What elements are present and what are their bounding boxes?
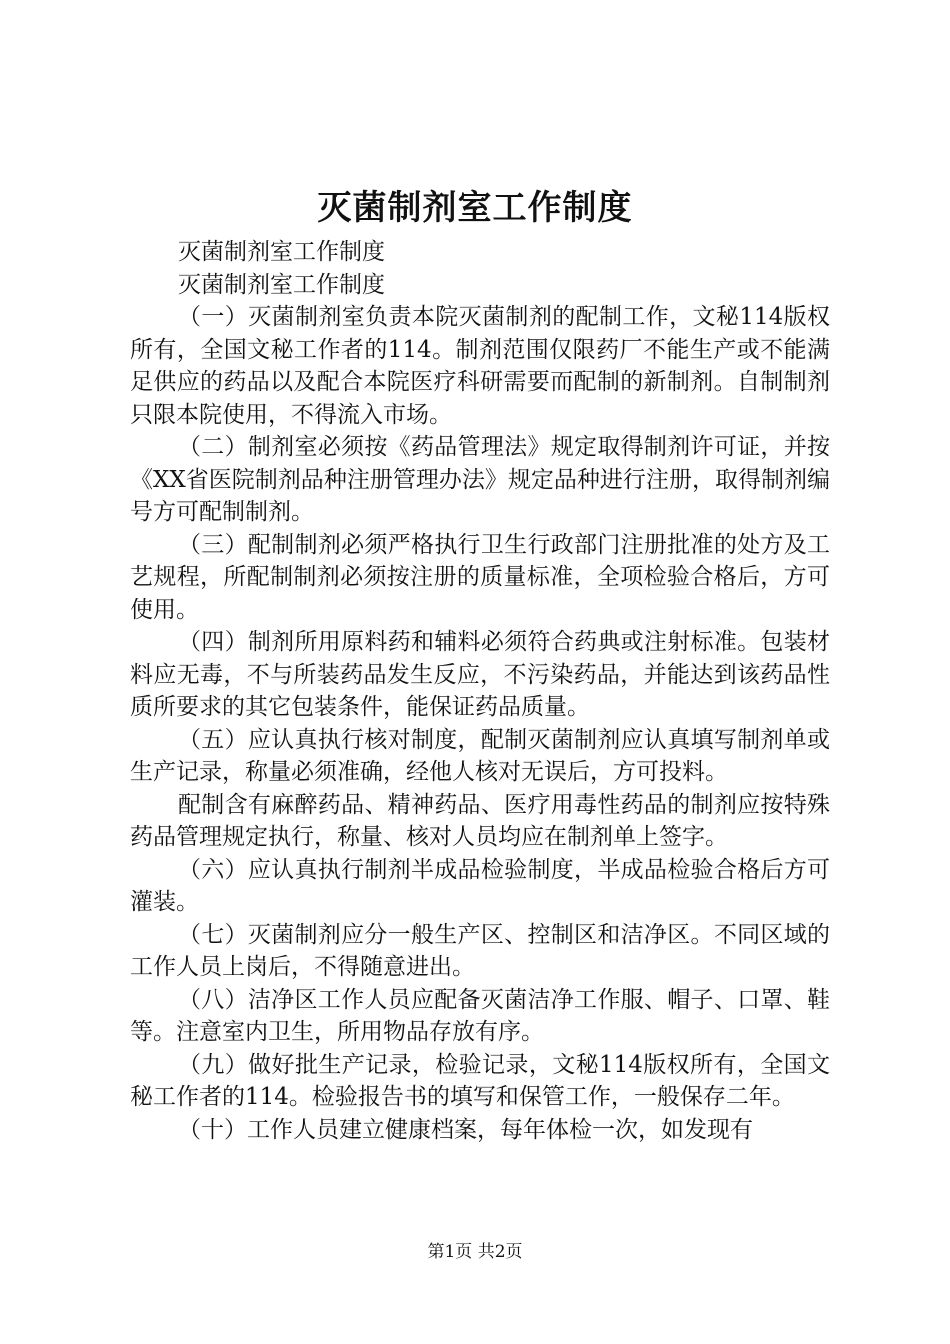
paragraph-4: （四）制剂所用原料药和辅料必须符合药典或注射标准。包装材料应无毒，不与所装药品发生反应，不污染药品，并能达到该药品性质所要求的其它包装条件，能保证药品质量。 (130, 629, 830, 720)
subtitle-line-1: 灭菌制剂室工作制度 (178, 239, 385, 265)
page-footer: 第1页 共2页 (427, 1242, 523, 1262)
paragraph-3: （三）配制制剂必须严格执行卫生行政部门注册批准的处方及工艺规程，所配制制剂必须按注册的质量标准，全项检验合格后，方可使用。 (130, 531, 830, 623)
subtitle-line-2: 灭菌制剂室工作制度 (178, 271, 385, 298)
paragraph-11: （十）工作人员建立健康档案，每年体检一次，如发现有 (178, 1116, 753, 1143)
paragraph-2: （二）制剂室必须按《药品管理法》规定取得制剂许可证，并按《XX省医院制剂品种注册管理办法》规定品种进行注册，取得制剂编号方可配制制剂。 (130, 434, 830, 525)
paragraph-7: （六）应认真执行制剂半成品检验制度，半成品检验合格后方可灌装。 (130, 856, 830, 915)
paragraph-6: 配制含有麻醉药品、精神药品、医疗用毒性药品的制剂应按特殊药品管理规定执行，称量、核对人员均应在制剂单上签字。 (130, 791, 830, 850)
paragraph-8: （七）灭菌制剂应分一般生产区、控制区和洁净区。不同区域的工作人员上岗后，不得随意进出。 (130, 921, 830, 980)
paragraph-9: （八）洁净区工作人员应配备灭菌洁净工作服、帽子、口罩、鞋等。注意室内卫生，所用物品存放有序。 (130, 986, 830, 1045)
document-title: 灭菌制剂室工作制度 (317, 188, 633, 228)
paragraph-1: （一）灭菌制剂室负责本院灭菌制剂的配制工作，文秘114版权所有，全国文秘工作者的114。制剂范围仅限药厂不能生产或不能满足供应的药品以及配合本院医疗科研需要而配制的新制剂。自制制剂只限本院使用，不得流入市场。 (130, 304, 830, 428)
paragraph-5: （五）应认真执行核对制度，配制灭菌制剂应认真填写制剂单或生产记录，称量必须准确，经他人核对无误后，方可投料。 (130, 726, 830, 785)
paragraph-10: （九）做好批生产记录，检验记录，文秘114版权所有，全国文秘工作者的114。检验报告书的填写和保管工作，一般保存二年。 (130, 1051, 830, 1110)
document-body (130, 236, 830, 1146)
